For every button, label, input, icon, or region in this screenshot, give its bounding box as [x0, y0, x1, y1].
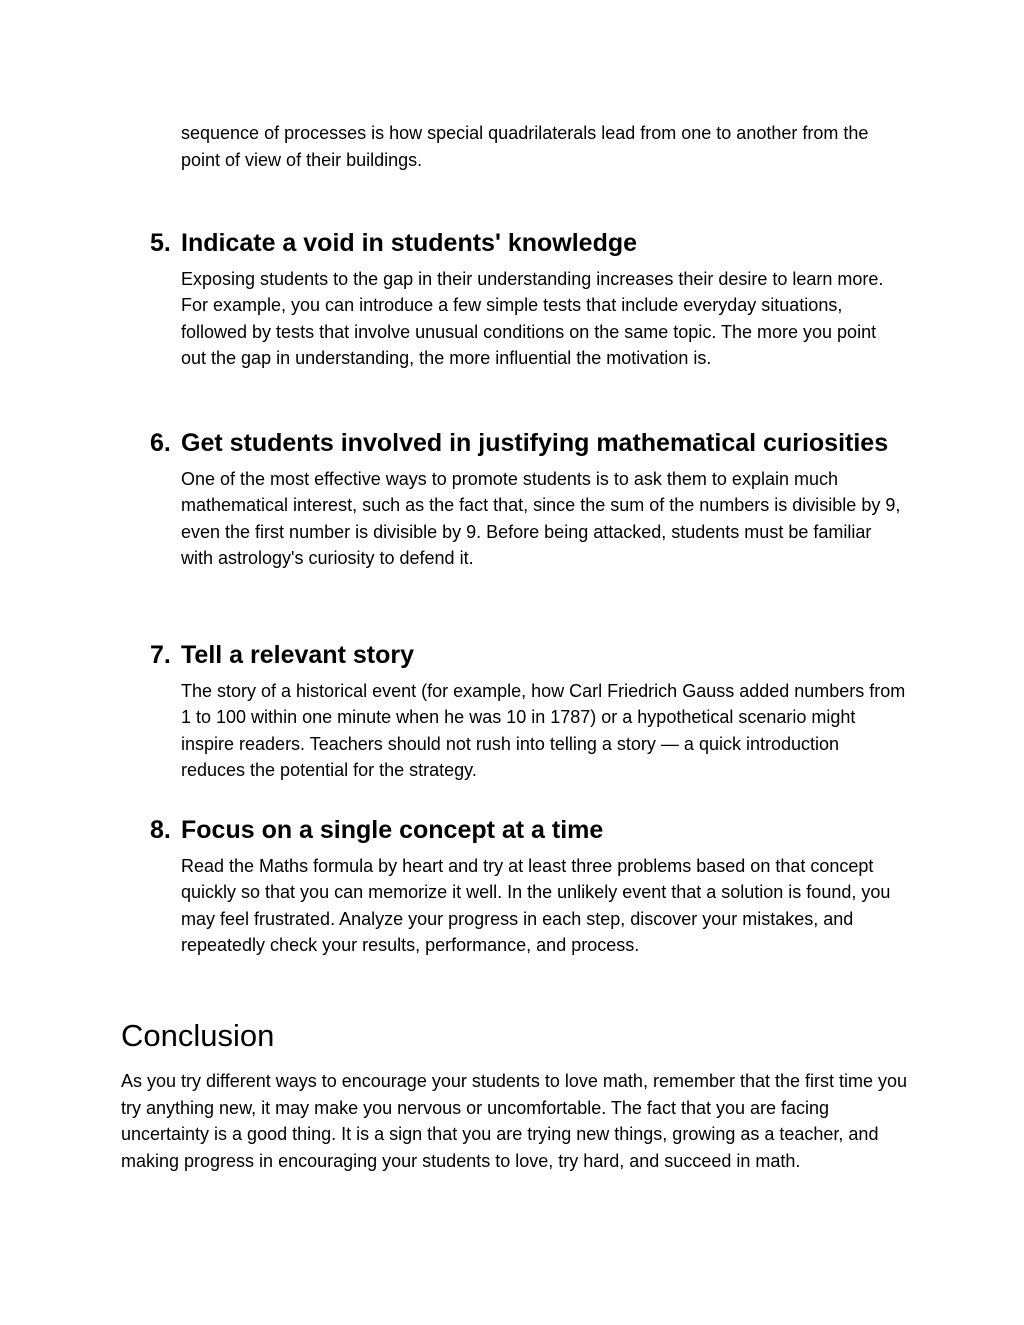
list-item-6	[150, 426, 910, 572]
item-body: Exposing students to the gap in their understanding increases their desire to learn more. For example, you can introduce a few simple tests that include everyday situations, followed by tests that involve unusual conditions on the same topic. The more you point out the gap in understanding, the more influential the motivation is.	[181, 268, 884, 368]
item-heading	[150, 638, 910, 674]
item-title: Get students involved in justifying mathematical curiosities	[181, 429, 889, 457]
item-number: 6.	[150, 429, 171, 457]
item-number: 5.	[150, 229, 171, 257]
item-number: 7.	[150, 641, 171, 669]
item-title: Indicate a void in students' knowledge	[181, 229, 638, 257]
item-heading	[150, 226, 910, 262]
item-heading	[150, 426, 910, 462]
item-title: Focus on a single concept at a time	[181, 816, 604, 844]
item-heading	[150, 813, 910, 849]
conclusion-section	[121, 1016, 911, 1174]
item-body: Read the Maths formula by heart and try at least three problems based on that concept quickly so that you can memorize it well. In the unlikely event that a solution is found, you may feel frustrated. Analyze your progress in each step, discover your mistakes, and repeatedly check your results, performance, and process.	[181, 855, 891, 955]
conclusion-heading: Conclusion	[121, 1018, 275, 1053]
item-body: One of the most effective ways to promote students is to ask them to explain much mathematical interest, such as the fact that, since the sum of the numbers is divisible by 9, even the first number is divisible by 9. Before being attacked, students must be familiar with astrology's curiosity to defend it.	[181, 468, 901, 568]
list-item-7	[150, 638, 910, 784]
continuation-paragraph: sequence of processes is how special quadrilaterals lead from one to another from the point of view of their buildings.	[181, 123, 869, 170]
list-item-5	[150, 226, 910, 372]
item-body: The story of a historical event (for example, how Carl Friedrich Gauss added numbers from 1 to 100 within one minute when he was 10 in 1787) or a hypothetical scenario might inspire readers. Teachers should not rush into telling a story — a quick introduction reduces the potential for the strategy.	[181, 680, 906, 780]
list-item-8	[150, 813, 910, 959]
item-title: Tell a relevant story	[181, 641, 414, 669]
conclusion-paragraph: As you try different ways to encourage your students to love math, remember that the first time you try anything new, it may make you nervous or uncomfortable. The fact that you are facing uncertainty is a good thing. It is a sign that you are trying new things, growing as a teacher, and making progress in encouraging your students to love, try hard, and succeed in math.	[121, 1071, 908, 1171]
item-number: 8.	[150, 816, 171, 844]
